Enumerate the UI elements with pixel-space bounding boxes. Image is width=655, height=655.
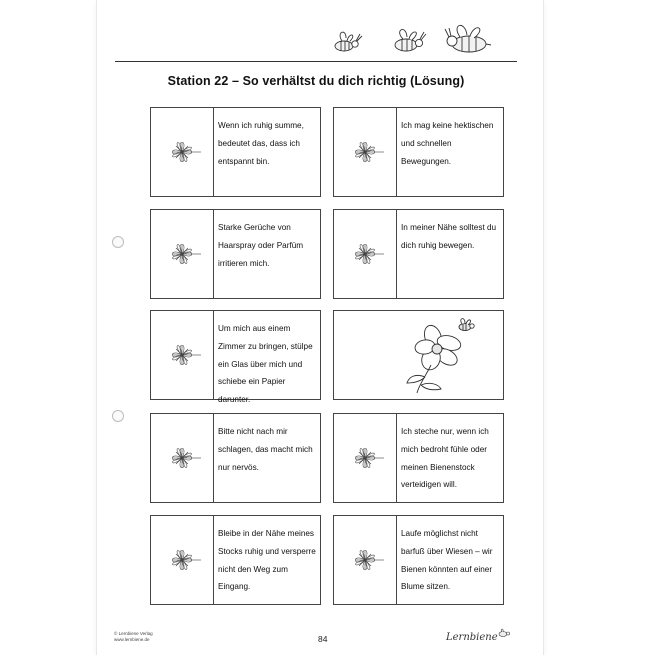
card-text: Bitte nicht nach mir schlagen, das macht mich nur nervös. [218,427,313,472]
card-text: Um mich aus einem Zimmer zu bringen, stülpe ein Glas über mich und schiebe ein Papier darunter. [218,324,313,405]
flower-icon [151,108,214,196]
website-text: www.lernbiene.de [114,637,150,642]
card [150,515,321,605]
flower-icon [334,210,397,298]
card [333,515,504,605]
flower-icon [151,210,214,298]
brand-logo: Lernbiene [446,632,498,643]
header-rule [115,61,517,62]
card [150,209,321,299]
binder-hole [112,236,124,248]
card-text: Laufe möglichst nicht barfuß über Wiesen – wir Bienen könnten auf einer Blume sitzen. [401,529,493,592]
card [333,413,504,503]
flower-icon [334,414,397,502]
card [150,413,321,503]
card-text: Ich mag keine hektischen und schnellen Bewegungen. [401,121,494,166]
bee-icon [497,628,511,638]
page-number: 84 [318,634,328,644]
flower-with-bee-illustration [359,315,479,395]
flower-icon [151,414,214,502]
bee-icon [445,25,491,52]
page-title: Station 22 – So verhältst du dich richtig (Lösung) [167,74,465,88]
binder-hole [112,410,124,422]
card-text: Starke Gerüche von Haarspray oder Parfüm irritieren mich. [218,223,304,268]
card-text: Bleibe in der Nähe meines Stocks ruhig und versperre nicht den Weg zum Eingang. [218,529,316,592]
flower-icon [334,516,397,604]
card [150,107,321,197]
illustration-card [333,310,504,400]
flower-icon [151,311,214,399]
card [333,209,504,299]
card-text: In meiner Nähe solltest du dich ruhig bewegen. [401,223,497,250]
publisher-text: © Lernbiene Verlag [114,631,153,636]
footer-publisher [114,631,153,643]
bee-icon [395,29,426,51]
header-bees [330,18,510,60]
flower-icon [334,108,397,196]
card [150,310,321,405]
flower-icon [151,516,214,604]
card-text: Wenn ich ruhig summe, bedeutet das, dass ich entspannt bin. [218,121,304,166]
card-text: Ich steche nur, wenn ich mich bedroht fühle oder meinen Bienenstock verteidigen will. [401,427,489,490]
card [333,107,504,197]
bee-icon [335,32,362,51]
